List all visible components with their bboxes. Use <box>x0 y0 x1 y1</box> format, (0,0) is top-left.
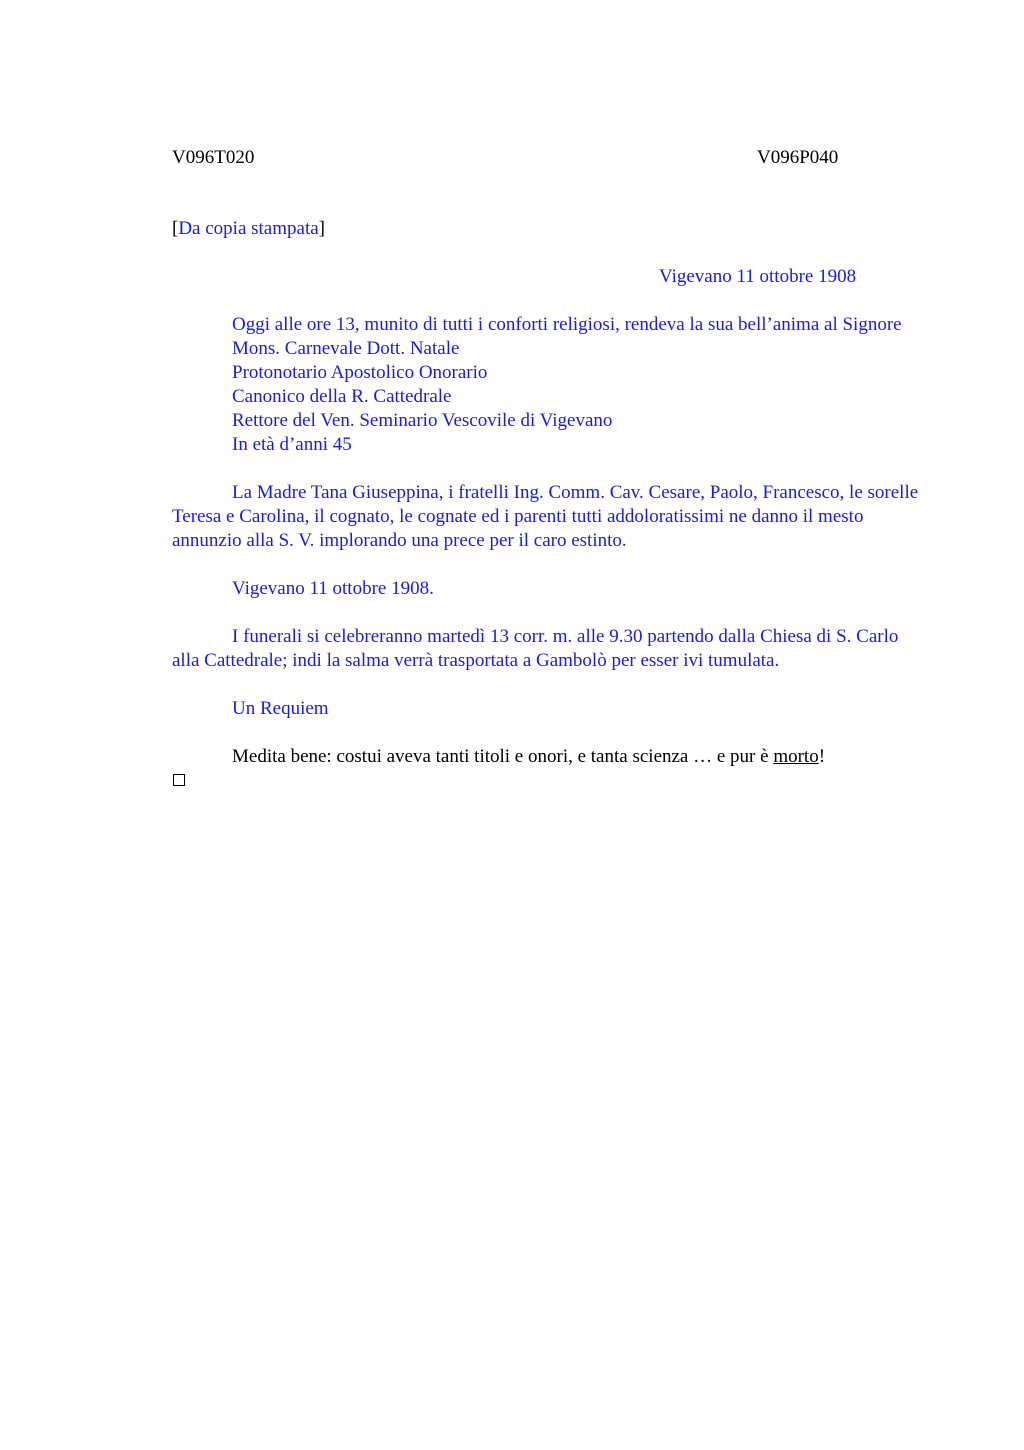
deceased-title-3: Rettore del Ven. Seminario Vescovile di Vigevano <box>232 410 613 431</box>
funeral-paragraph: I funerali si celebreranno martedì 13 corr. m. alle 9.30 partendo dalla Chiesa di S. Carlo alla Cattedrale; indi la salma verrà trasportata a Gambolò per esser ivi tumulata. <box>172 626 899 671</box>
source-note-text: Da copia stampata <box>178 218 319 239</box>
header-right-code: V096P040 <box>757 147 839 168</box>
deceased-age: In età d’anni 45 <box>232 434 352 455</box>
header-left-code: V096T020 <box>172 147 255 168</box>
spacer <box>172 673 924 697</box>
spacer <box>172 457 924 481</box>
source-note <box>172 217 325 241</box>
deceased-name: Mons. Carnevale Dott. Natale <box>232 338 460 359</box>
spacer <box>172 553 924 577</box>
end-square-icon <box>173 774 185 786</box>
announcement-opening: Oggi alle ore 13, munito di tutti i conforti religiosi, rendeva la sua bell’anima al Signore <box>232 314 902 335</box>
spacer <box>172 721 924 745</box>
source-note-open-bracket: [ <box>172 218 179 239</box>
comment-exclamation: ! <box>818 746 826 767</box>
requiem-line: Un Requiem <box>232 698 329 719</box>
editor-comment <box>172 745 924 769</box>
place-date: Vigevano 11 ottobre 1908 <box>659 266 857 287</box>
comment-underlined-word: morto <box>773 746 819 767</box>
deceased-title-2: Canonico della R. Cattedrale <box>232 386 452 407</box>
closing-date: Vigevano 11 ottobre 1908. <box>232 578 434 599</box>
deceased-title-1: Protonotario Apostolico Onorario <box>232 362 488 383</box>
document-body <box>172 313 924 786</box>
source-note-close-bracket: ] <box>318 218 325 239</box>
spacer <box>172 601 924 625</box>
comment-text: Medita bene: costui aveva tanti titoli e onori, e tanta scienza … e pur è <box>232 746 774 767</box>
family-paragraph: La Madre Tana Giuseppina, i fratelli Ing. Comm. Cav. Cesare, Paolo, Francesco, le sorelle Teresa e Carolina, il cognato, le cognate ed i parenti tutti addoloratissimi ne danno il mesto annunzio alla S. V. implorando una prece per il caro estinto. <box>172 482 919 551</box>
